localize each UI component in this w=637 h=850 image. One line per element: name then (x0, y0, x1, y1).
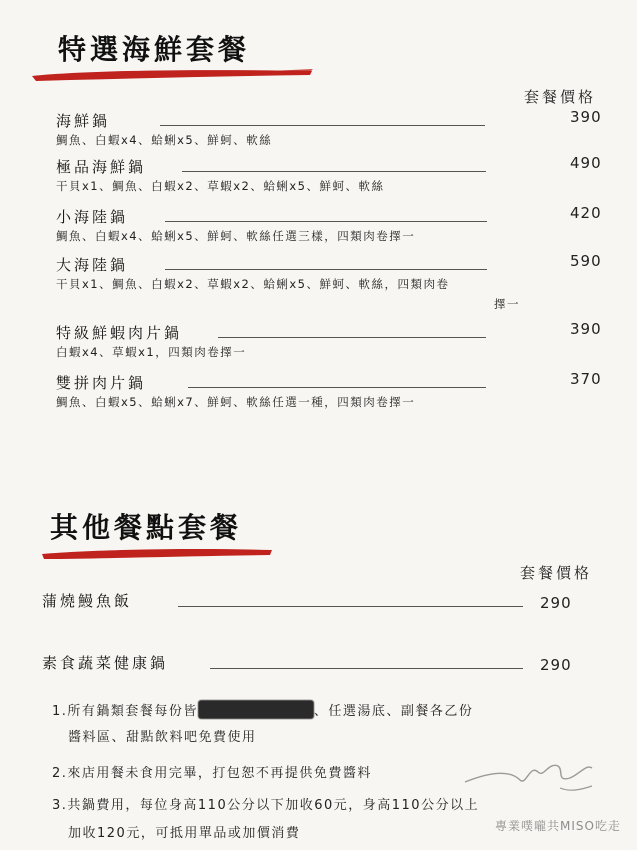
note-2: 2.來店用餐未食用完畢，打包恕不再提供免費醬料 (52, 766, 372, 781)
item-description: 鯛魚、白蝦x4、蛤蜊x5、鮮蚵、軟絲任選三樣，四類肉卷擇一 (56, 229, 416, 243)
item-name: 特級鮮蝦肉片鍋 (56, 324, 183, 342)
item-leader-line (178, 606, 523, 607)
note-1-suffix: 、任選湯底、副餐各乙份 (313, 704, 474, 719)
section-title-other: 其他餐點套餐 (50, 511, 243, 544)
item-price: 420 (570, 204, 602, 222)
item-leader-line (218, 337, 486, 338)
note-1-line-2: 醬料區、甜點飲料吧免費使用 (68, 730, 257, 745)
item-name: 素食蔬菜健康鍋 (42, 654, 169, 672)
item-name: 蒲燒鰻魚飯 (42, 592, 133, 610)
price-header-2: 套餐價格 (520, 564, 593, 582)
note-1-prefix: 1.所有鍋類套餐每份皆 (52, 704, 198, 719)
item-price: 390 (570, 320, 602, 338)
item-description: 鯛魚、白蝦x5、蛤蜊x7、鮮蚵、軟絲任選一種，四類肉卷擇一 (56, 395, 416, 409)
item-name: 海鮮鍋 (56, 112, 111, 130)
note-3-line-2: 加收120元，可抵用單品或加價消費 (68, 826, 301, 841)
item-price: 590 (570, 252, 602, 270)
item-leader-line (165, 269, 487, 270)
item-description-cont: 擇一 (494, 297, 520, 311)
item-description: 干貝x1、鯛魚、白蝦x2、草蝦x2、蛤蜊x5、鮮蚵、軟絲，四類肉卷 (56, 277, 450, 291)
item-name: 極品海鮮鍋 (56, 158, 147, 176)
note-1-redacted (198, 700, 314, 719)
item-leader-line (188, 387, 486, 388)
item-description: 白蝦x4、草蝦x1，四類肉卷擇一 (56, 345, 247, 359)
item-name: 大海陸鍋 (56, 256, 129, 274)
item-description: 干貝x1、鯛魚、白蝦x2、草蝦x2、蛤蜊x5、鮮蚵、軟絲 (56, 179, 385, 193)
brush-underline-1 (30, 66, 315, 84)
item-price: 390 (570, 108, 602, 126)
item-description: 鯛魚、白蝦x4、蛤蜊x5、鮮蚵、軟絲 (56, 133, 273, 147)
item-leader-line (210, 668, 523, 669)
item-leader-line (182, 171, 486, 172)
note-1-line-1 (52, 700, 473, 719)
item-price: 490 (570, 154, 602, 172)
item-price: 370 (570, 370, 602, 388)
item-price: 290 (540, 656, 572, 674)
brush-underline-2 (40, 546, 275, 562)
watermark: 專業噗嚨共MISO吃走 (495, 819, 621, 833)
item-price: 290 (540, 594, 572, 612)
item-leader-line (165, 221, 487, 222)
item-leader-line (160, 125, 485, 126)
signature-scribble (460, 752, 600, 802)
section-title-seafood: 特選海鮮套餐 (58, 33, 251, 66)
note-3-line-1: 3.共鍋費用，每位身高110公分以下加收60元，身高110公分以上 (52, 798, 480, 813)
item-name: 雙拼肉片鍋 (56, 374, 147, 392)
price-header-1: 套餐價格 (524, 88, 597, 106)
item-name: 小海陸鍋 (56, 208, 129, 226)
